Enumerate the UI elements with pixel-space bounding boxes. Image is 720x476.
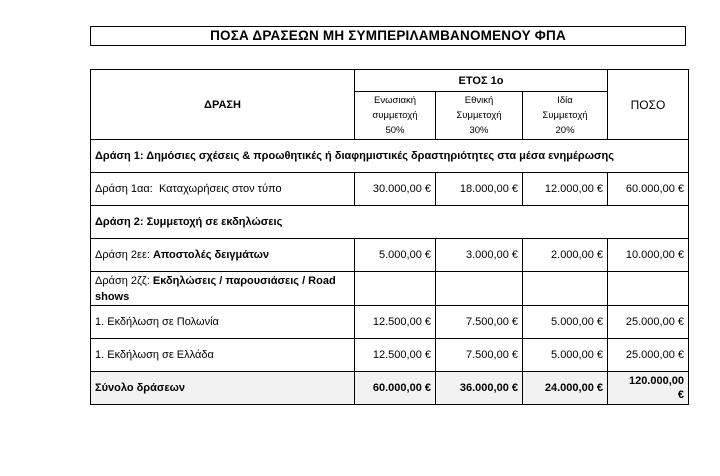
total-row [91, 372, 689, 405]
row-1-label [91, 173, 355, 206]
row-4-national: 7.500,00 € [436, 306, 523, 339]
header-national [436, 92, 523, 140]
row-4-label: 1. Εκδήλωση σε Πολωνία [91, 306, 355, 339]
table-row [91, 173, 689, 206]
row-2-own: 2.000,00 € [523, 239, 608, 272]
header-eu-line1: Ενωσιακή [373, 95, 416, 106]
header-eu-pct: 50% [385, 125, 405, 136]
row-2-total: 10.000,00 € [608, 239, 689, 272]
section-1-label: Δράση 1: Δημόσιες σχέσεις & προωθητικές ή διαφημιστικές δραστηριότητες στα μέσα ενημέρωσης [91, 140, 689, 173]
row-3-eu [355, 272, 436, 306]
row-1-prefix: Δράση 1αα: [95, 183, 153, 195]
header-national-pct: 30% [469, 125, 489, 136]
header-own-line1: Ιδία [557, 95, 573, 106]
row-2-eu: 5.000,00 € [355, 239, 436, 272]
row-5-total: 25.000,00 € [608, 339, 689, 372]
row-5-label: 1. Εκδήλωση σε Ελλάδα [91, 339, 355, 372]
total-eu: 60.000,00 € [355, 372, 436, 405]
row-3-prefix: Δράση 2ζζ: [95, 274, 150, 287]
table-row [91, 272, 689, 306]
row-3-own [523, 272, 608, 306]
row-5-eu: 12.500,00 € [355, 339, 436, 372]
row-3-label [91, 272, 355, 306]
total-label: Σύνολο δράσεων [91, 372, 355, 405]
row-1-eu: 30.000,00 € [355, 173, 436, 206]
section-row-1 [91, 140, 689, 173]
row-5-own: 5.000,00 € [523, 339, 608, 372]
row-1-text: Καταχωρήσεις στον τύπο [158, 183, 282, 195]
row-2-prefix: Δράση 2εε: [95, 249, 150, 261]
row-2-national: 3.000,00 € [436, 239, 523, 272]
row-2-label [91, 239, 355, 272]
header-own-pct: 20% [555, 125, 575, 136]
row-4-own: 5.000,00 € [523, 306, 608, 339]
row-3-national [436, 272, 523, 306]
header-national-line2: Συμμετοχή [456, 110, 502, 121]
header-own-line2: Συμμετοχή [542, 110, 588, 121]
header-row [91, 70, 689, 92]
table-row [91, 239, 689, 272]
header-own [523, 92, 608, 140]
row-2-text: Αποστολές δειγμάτων [152, 249, 270, 261]
header-national-line1: Εθνική [464, 95, 494, 106]
table-row [91, 339, 689, 372]
page-title: ΠΟΣΑ ΔΡΑΣΕΩΝ ΜΗ ΣΥΜΠΕΡΙΛΑΜΒΑΝΟΜΕΝΟΥ ΦΠΑ [90, 26, 686, 46]
total-national: 36.000,00 € [436, 372, 523, 405]
row-3-text: Εκδηλώσεις / παρουσιάσεις / Road shows [95, 274, 336, 303]
budget-table [90, 69, 689, 405]
header-eu [355, 92, 436, 140]
row-1-total: 60.000,00 € [608, 173, 689, 206]
row-3-total [608, 272, 689, 306]
row-4-eu: 12.500,00 € [355, 306, 436, 339]
header-action: ΔΡΑΣΗ [91, 70, 355, 140]
total-amount-line1: 120.000,00 [628, 375, 685, 387]
row-1-own: 12.000,00 € [523, 173, 608, 206]
section-2-label: Δράση 2: Συμμετοχή σε εκδηλώσεις [91, 206, 689, 239]
total-own: 24.000,00 € [523, 372, 608, 405]
row-4-total: 25.000,00 € [608, 306, 689, 339]
table-row [91, 306, 689, 339]
row-5-national: 7.500,00 € [436, 339, 523, 372]
row-1-national: 18.000,00 € [436, 173, 523, 206]
header-amount: ΠΟΣΟ [608, 70, 689, 140]
header-eu-line2: συμμετοχή [372, 110, 418, 121]
header-year: ΕΤΟΣ 1ο [355, 70, 608, 92]
total-amount [608, 372, 689, 405]
section-row-2 [91, 206, 689, 239]
total-amount-line2: € [677, 389, 685, 401]
